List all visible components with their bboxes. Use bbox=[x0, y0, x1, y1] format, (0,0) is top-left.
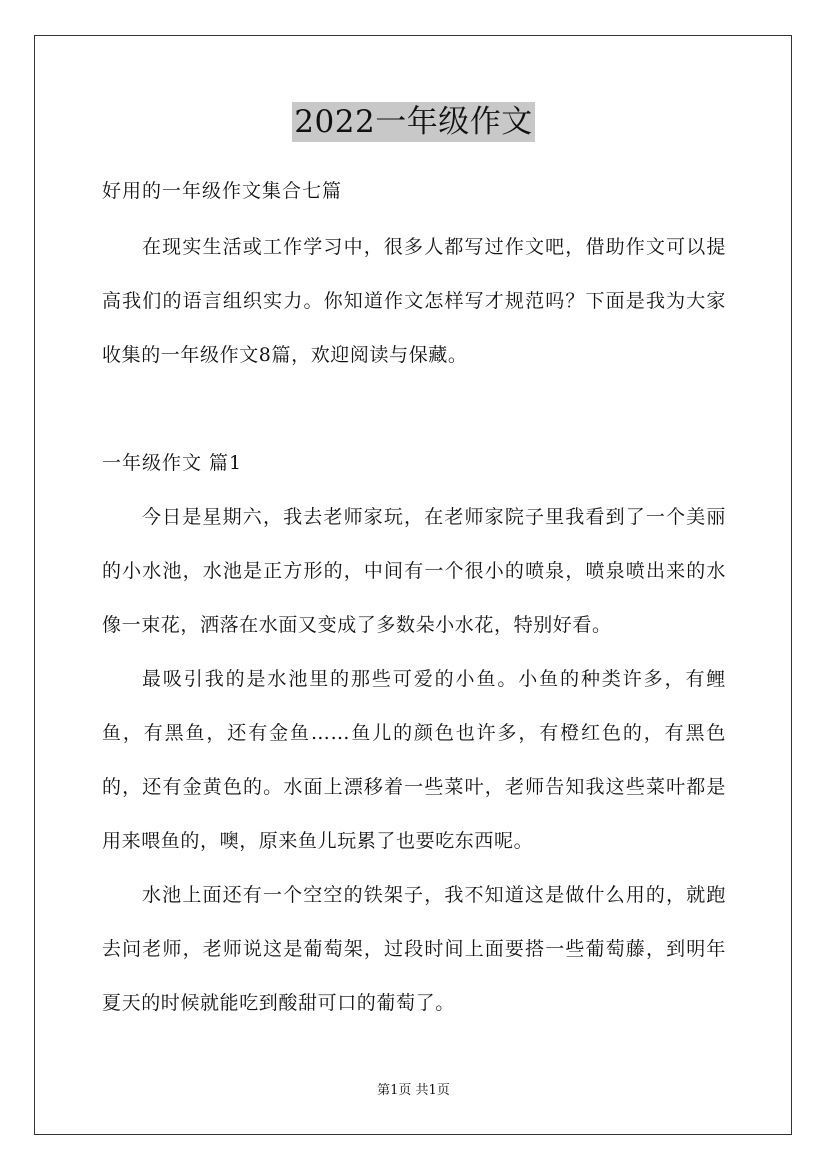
page-footer: 第1页 共1页 bbox=[377, 1083, 450, 1098]
body-paragraph-1: 今日是星期六，我去老师家玩，在老师家院子里我看到了一个美丽的小水池，水池是正方形的，中间有一个很小的喷泉，喷泉喷出来的水像一束花，洒落在水面又变成了多数朵小水花，特别好看。 bbox=[102, 506, 726, 636]
document-subtitle: 好用的一年级作文集合七篇 bbox=[102, 180, 343, 202]
section-heading: 一年级作文 篇1 bbox=[102, 452, 243, 474]
intro-paragraph: 在现实生活或工作学习中，很多人都写过作文吧，借助作文可以提高我们的语言组织实力。你知道作文怎样写才规范吗？下面是我为大家收集的一年级作文8篇，欢迎阅读与保藏。 bbox=[102, 236, 726, 366]
title-container bbox=[0, 102, 827, 142]
body-paragraph-3: 水池上面还有一个空空的铁架子，我不知道这是做什么用的，就跑去问老师，老师说这是葡萄架，过段时间上面要搭一些葡萄藤，到明年夏天的时候就能吃到酸甜可口的葡萄了。 bbox=[102, 884, 726, 1014]
body-paragraph-2: 最吸引我的是水池里的那些可爱的小鱼。小鱼的种类许多，有鲤鱼，有黑鱼，还有金鱼……鱼儿的颜色也许多，有橙红色的，有黑色的，还有金黄色的。水面上漂移着一些菜叶，老师告知我这些菜叶都是用来喂鱼的，噢，原来鱼儿玩累了也要吃东西呢。 bbox=[102, 668, 726, 852]
document-title: 2022一年级作文 bbox=[294, 104, 533, 140]
